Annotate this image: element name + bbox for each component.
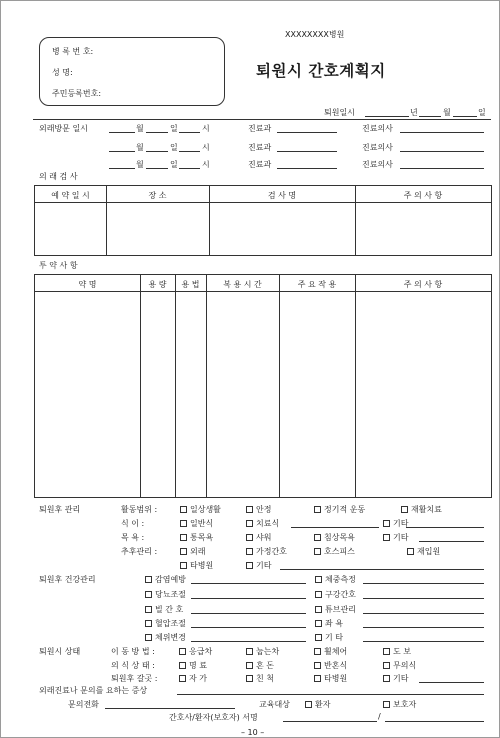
- option-label: 기타: [393, 533, 409, 542]
- checkbox[interactable]: [383, 675, 390, 682]
- checkbox[interactable]: [314, 662, 321, 669]
- followup-other-hospital-option[interactable]: [180, 560, 213, 571]
- time-unit: 시: [202, 143, 210, 152]
- option-label: 혼 돈: [256, 661, 274, 670]
- time-field[interactable]: [179, 151, 200, 152]
- diet-other-field[interactable]: [406, 527, 484, 528]
- bath-label: 목 욕 :: [121, 533, 145, 542]
- option-label: 보호자: [393, 700, 417, 709]
- checkbox[interactable]: [145, 606, 152, 613]
- option-label: 빌 간 호: [155, 605, 184, 614]
- doctor-field[interactable]: [400, 151, 484, 152]
- month-unit: 월: [136, 160, 144, 169]
- symptoms-field[interactable]: [177, 694, 484, 695]
- patient-id-box: [39, 37, 225, 106]
- discharge-status-label: 퇴원시 상태: [39, 647, 81, 656]
- target-guardian-option[interactable]: [383, 699, 416, 710]
- column-divider: [206, 275, 207, 497]
- day-field[interactable]: [146, 151, 168, 152]
- option-label: 자 가: [189, 674, 207, 683]
- discharge-day-field[interactable]: [453, 116, 477, 117]
- consciousness-confused-option[interactable]: [246, 660, 274, 671]
- checkbox[interactable]: [315, 576, 322, 583]
- checkbox[interactable]: [383, 520, 390, 527]
- checkbox[interactable]: [314, 648, 321, 655]
- col-exam-notes: 주 의 사 항: [403, 191, 443, 200]
- checkbox[interactable]: [246, 662, 253, 669]
- symptoms-label: 외래진료나 문의를 요하는 증상: [39, 686, 148, 695]
- checkbox[interactable]: [383, 701, 390, 708]
- page-number: – 10 –: [241, 728, 265, 737]
- followup-other-field[interactable]: [280, 569, 484, 570]
- consciousness-label: 의 식 상 태 :: [111, 661, 155, 670]
- option-label: 체위변경: [155, 633, 186, 642]
- edu-target-label: 교육대상: [259, 700, 290, 709]
- option-label: 눕는차: [256, 647, 280, 656]
- transport-stretcher-option[interactable]: [246, 646, 279, 657]
- dept-field[interactable]: [277, 168, 337, 169]
- time-field[interactable]: [179, 168, 200, 169]
- bath-tub-option[interactable]: [180, 532, 213, 543]
- checkbox[interactable]: [314, 548, 321, 555]
- checkbox[interactable]: [145, 591, 152, 598]
- checkbox[interactable]: [383, 648, 390, 655]
- option-label: 일반식: [190, 519, 214, 528]
- form-title: 퇴원시 간호계획지: [256, 62, 386, 80]
- checkbox[interactable]: [179, 662, 186, 669]
- transport-ambulance-option[interactable]: [179, 646, 212, 657]
- doctor-field[interactable]: [400, 168, 484, 169]
- year-unit: 년: [410, 108, 418, 117]
- dept-field[interactable]: [277, 132, 337, 133]
- resident-no-label: 주민등록번호:: [52, 89, 102, 98]
- health-sitzbath-option[interactable]: [315, 618, 343, 629]
- option-label: 재활치료: [411, 505, 442, 514]
- followup-homecare-option[interactable]: [246, 546, 287, 557]
- health-wound-field[interactable]: [191, 613, 306, 614]
- month-field[interactable]: [109, 132, 135, 133]
- followup-outpatient-option[interactable]: [180, 546, 205, 557]
- col-exam-name: 검 사 명: [267, 191, 297, 200]
- health-bp-option[interactable]: [145, 618, 186, 629]
- option-label: 안정: [256, 505, 272, 514]
- option-label: 샤워: [256, 533, 272, 542]
- bath-shower-option[interactable]: [246, 532, 271, 543]
- col-reservation-date: 예 약 일 시: [51, 191, 90, 200]
- checkbox[interactable]: [180, 506, 187, 513]
- option-label: 호스피스: [324, 547, 355, 556]
- activity-rest-option[interactable]: [246, 504, 271, 515]
- bath-bed-option[interactable]: [314, 532, 355, 543]
- activity-rehab-option[interactable]: [401, 504, 442, 515]
- diet-regular-option[interactable]: [180, 518, 213, 529]
- option-label: 응급차: [189, 647, 213, 656]
- checkbox[interactable]: [407, 548, 414, 555]
- destination-label: 퇴원후 갈곳 :: [111, 674, 158, 683]
- option-label: 통목욕: [190, 533, 214, 542]
- month-unit: 월: [136, 124, 144, 133]
- consciousness-unconscious-option[interactable]: [383, 660, 416, 671]
- destination-home-option[interactable]: [179, 673, 207, 684]
- checkbox[interactable]: [246, 675, 253, 682]
- checkbox[interactable]: [180, 548, 187, 555]
- phone-label: 문의전화: [68, 700, 99, 709]
- health-weight-field[interactable]: [363, 583, 484, 584]
- outpatient-label: 외래방문 일시: [39, 124, 88, 133]
- diet-therapeutic-option[interactable]: [246, 518, 279, 529]
- col-main-action: 주 요 작 용: [297, 280, 337, 289]
- checkbox[interactable]: [305, 701, 312, 708]
- option-label: 재입원: [417, 547, 441, 556]
- nurse-signature-field[interactable]: [283, 721, 377, 722]
- option-label: 무의식: [393, 661, 417, 670]
- time-unit: 시: [202, 124, 210, 133]
- followup-hospice-option[interactable]: [314, 546, 355, 557]
- dept-label: 진료과: [248, 143, 272, 152]
- checkbox[interactable]: [315, 634, 322, 641]
- col-drug-name: 약 명: [78, 280, 97, 289]
- health-other-option[interactable]: [315, 632, 343, 643]
- option-label: 감염예방: [155, 575, 186, 584]
- option-label: 체중측정: [325, 575, 356, 584]
- column-divider: [140, 275, 141, 497]
- checkbox[interactable]: [179, 675, 186, 682]
- column-divider: [355, 275, 356, 497]
- option-label: 친 척: [256, 674, 274, 683]
- checkbox[interactable]: [383, 534, 390, 541]
- time-unit: 시: [202, 160, 210, 169]
- checkbox[interactable]: [180, 520, 187, 527]
- checkbox[interactable]: [145, 576, 152, 583]
- option-label: 기타: [393, 519, 409, 528]
- transport-label: 이 동 방 법 :: [111, 647, 155, 656]
- consciousness-alert-option[interactable]: [179, 660, 207, 671]
- checkbox[interactable]: [246, 648, 253, 655]
- health-position-option[interactable]: [145, 632, 186, 643]
- option-label: 도 보: [393, 647, 411, 656]
- discharge-year-field[interactable]: [365, 116, 409, 117]
- option-label: 혈압조절: [155, 619, 186, 628]
- column-divider: [279, 275, 280, 497]
- health-position-field[interactable]: [191, 641, 306, 642]
- checkbox[interactable]: [315, 591, 322, 598]
- health-weight-option[interactable]: [315, 574, 356, 585]
- destination-other-field[interactable]: [419, 682, 484, 683]
- option-label: 튜브관리: [325, 605, 356, 614]
- checkbox[interactable]: [401, 506, 408, 513]
- health-bp-field[interactable]: [191, 627, 306, 628]
- day-unit: 일: [478, 108, 486, 117]
- column-divider: [175, 275, 176, 497]
- checkbox[interactable]: [383, 662, 390, 669]
- followup-readmit-option[interactable]: [407, 546, 440, 557]
- checkbox[interactable]: [246, 506, 253, 513]
- dept-label: 진료과: [248, 124, 272, 133]
- checkbox[interactable]: [314, 506, 321, 513]
- transport-walk-option[interactable]: [383, 646, 411, 657]
- checkbox[interactable]: [179, 648, 186, 655]
- health-tube-field[interactable]: [363, 613, 484, 614]
- option-label: 좌 욕: [325, 619, 343, 628]
- col-usage: 용 법: [181, 280, 200, 289]
- month-field[interactable]: [109, 168, 135, 169]
- exam-table: [34, 185, 492, 256]
- destination-relative-option[interactable]: [246, 673, 274, 684]
- patient-signature-field[interactable]: [385, 721, 484, 722]
- bath-other-option[interactable]: [383, 532, 408, 543]
- option-label: 구강간호: [325, 590, 356, 599]
- health-sitzbath-field[interactable]: [363, 627, 484, 628]
- checkbox[interactable]: [314, 675, 321, 682]
- day-unit: 일: [170, 124, 178, 133]
- time-field[interactable]: [179, 132, 200, 133]
- option-label: 치료식: [256, 519, 280, 528]
- checkbox[interactable]: [145, 620, 152, 627]
- discharge-month-field[interactable]: [419, 116, 441, 117]
- health-oral-field[interactable]: [363, 598, 484, 599]
- dept-field[interactable]: [277, 151, 337, 152]
- option-label: 당뇨조절: [155, 590, 186, 599]
- divider: [33, 119, 491, 120]
- post-mgmt-label: 퇴원후 관리: [39, 505, 81, 514]
- checkbox[interactable]: [246, 534, 253, 541]
- option-label: 가정간호: [256, 547, 287, 556]
- consciousness-semicoma-option[interactable]: [314, 660, 347, 671]
- checkbox[interactable]: [145, 634, 152, 641]
- hospital-name: XXXXXXXX병원: [285, 30, 345, 39]
- checkbox[interactable]: [246, 548, 253, 555]
- col-dosing-time: 복 용 시 간: [223, 280, 262, 289]
- option-label: 반혼식: [324, 661, 348, 670]
- checkbox[interactable]: [246, 562, 253, 569]
- activity-daily-option[interactable]: [180, 504, 221, 515]
- option-label: 타병원: [190, 561, 214, 570]
- dept-label: 진료과: [248, 160, 272, 169]
- month-unit: 월: [136, 143, 144, 152]
- followup-other-option[interactable]: [246, 560, 271, 571]
- doctor-field[interactable]: [400, 132, 484, 133]
- health-mgmt-label: 퇴원후 건강관리: [39, 575, 96, 584]
- doctor-label: 진료의사: [362, 160, 393, 169]
- diet-label: 식 이 :: [121, 519, 145, 528]
- option-label: 일상생활: [190, 505, 221, 514]
- option-label: 휠체어: [324, 647, 348, 656]
- discharge-date-label: 퇴원일시: [324, 108, 355, 117]
- target-patient-option[interactable]: [305, 699, 330, 710]
- destination-other-option[interactable]: [383, 673, 408, 684]
- bath-other-field[interactable]: [419, 541, 484, 542]
- exam-section-label: 의 래 검 사: [39, 172, 78, 181]
- day-unit: 일: [170, 143, 178, 152]
- checkbox[interactable]: [314, 534, 321, 541]
- transport-wheelchair-option[interactable]: [314, 646, 347, 657]
- reg-no-label: 병 록 번 호:: [52, 47, 94, 56]
- doctor-label: 진료의사: [362, 143, 393, 152]
- checkbox[interactable]: [315, 606, 322, 613]
- activity-exercise-option[interactable]: [314, 504, 365, 515]
- option-label: 명 료: [189, 661, 207, 670]
- option-label: 기타: [393, 674, 409, 683]
- day-field[interactable]: [146, 132, 168, 133]
- medication-section-label: 투 약 사 항: [39, 261, 78, 270]
- destination-other-hospital-option[interactable]: [314, 673, 347, 684]
- col-med-notes: 주 의 사 항: [403, 280, 443, 289]
- phone-field[interactable]: [105, 708, 235, 709]
- checkbox[interactable]: [246, 520, 253, 527]
- option-label: 정기적 운동: [324, 505, 366, 514]
- health-wound-option[interactable]: [145, 604, 183, 615]
- diet-detail-field[interactable]: [291, 527, 379, 528]
- option-label: 외래: [190, 547, 206, 556]
- checkbox[interactable]: [180, 534, 187, 541]
- followup-label: 추후관리 :: [121, 547, 158, 556]
- col-dose: 용 량: [148, 280, 167, 289]
- health-infection-field[interactable]: [191, 583, 306, 584]
- month-field[interactable]: [109, 151, 135, 152]
- day-field[interactable]: [146, 168, 168, 169]
- option-label: 기타: [256, 561, 272, 570]
- doctor-label: 진료의사: [362, 124, 393, 133]
- checkbox[interactable]: [315, 620, 322, 627]
- name-label: 성 명:: [52, 68, 73, 77]
- col-location: 장 소: [148, 191, 167, 200]
- health-tube-option[interactable]: [315, 604, 356, 615]
- health-diabetes-field[interactable]: [191, 598, 306, 599]
- health-infection-option[interactable]: [145, 574, 186, 585]
- month-unit: 월: [443, 108, 451, 117]
- option-label: 기 타: [325, 633, 343, 642]
- signature-label: 간호사/환자(보호자) 서명: [169, 713, 258, 722]
- health-oral-option[interactable]: [315, 589, 356, 600]
- signature-separator: /: [378, 712, 381, 721]
- option-label: 침상목욕: [324, 533, 355, 542]
- option-label: 환자: [315, 700, 331, 709]
- medication-table: [34, 274, 492, 498]
- day-unit: 일: [170, 160, 178, 169]
- diet-other-option[interactable]: [383, 518, 408, 529]
- health-other-field[interactable]: [363, 641, 484, 642]
- activity-label: 활동범위 :: [121, 505, 158, 514]
- health-diabetes-option[interactable]: [145, 589, 186, 600]
- checkbox[interactable]: [180, 562, 187, 569]
- option-label: 타병원: [324, 674, 348, 683]
